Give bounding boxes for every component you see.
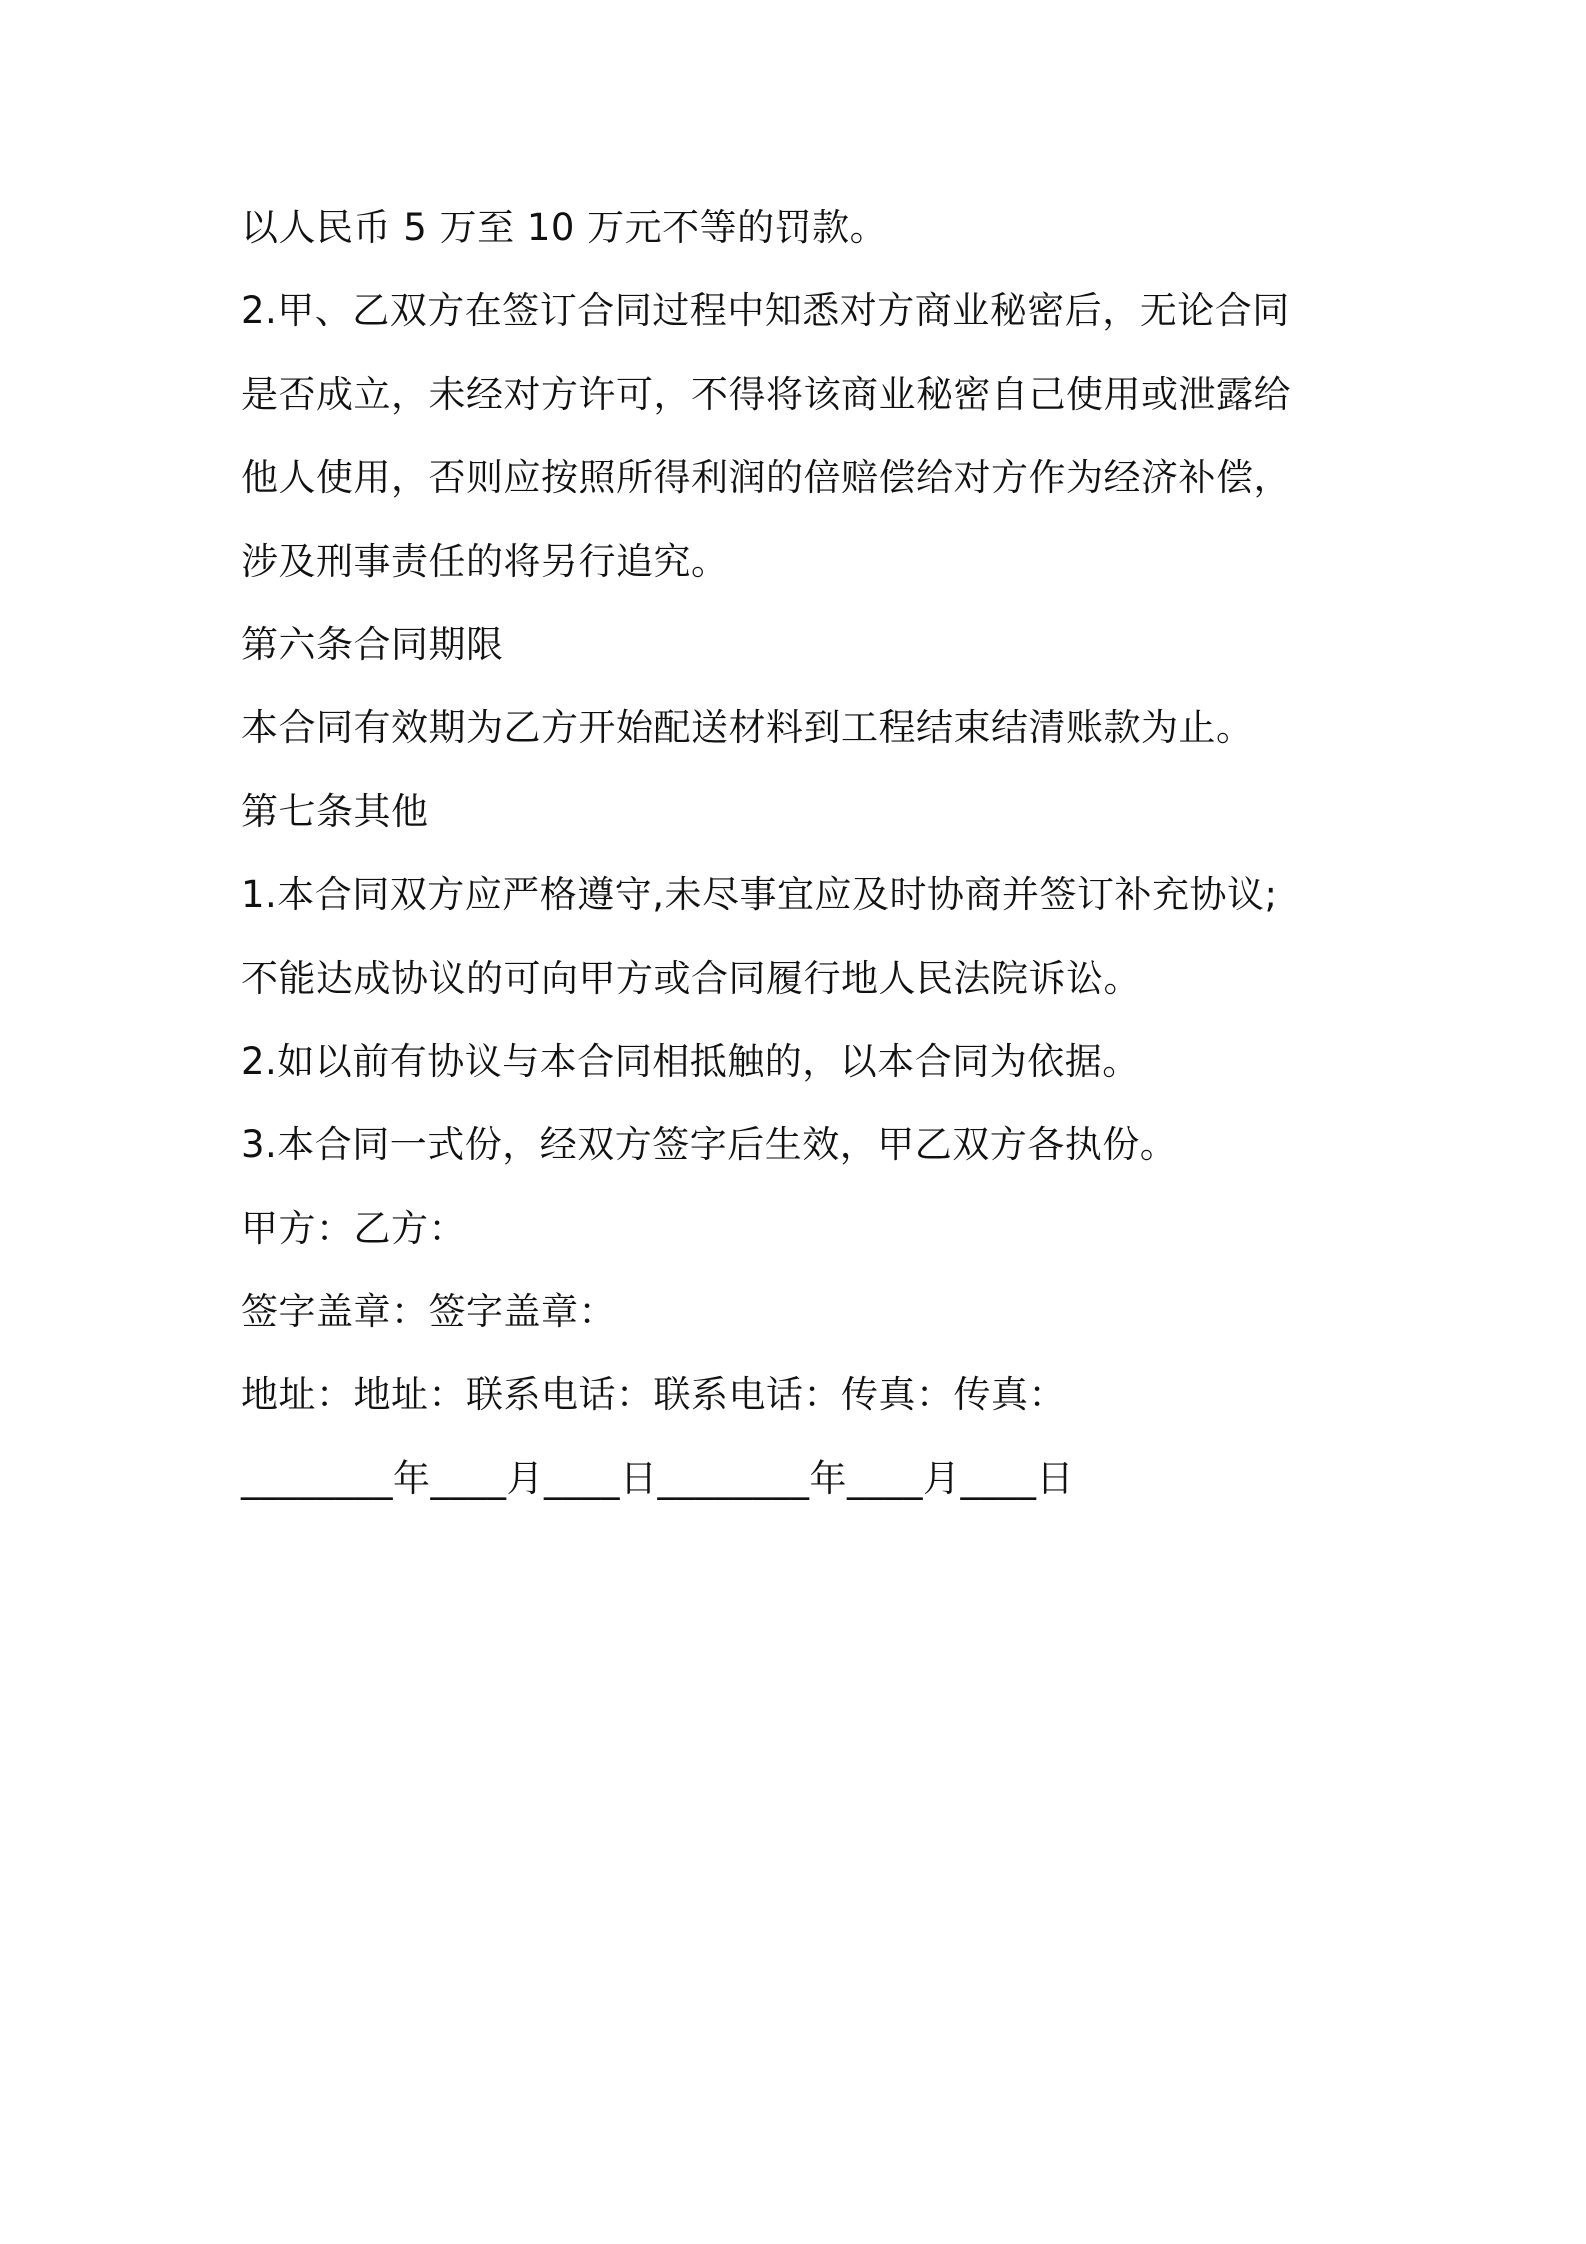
other-clause-1-line-1: 1.本合同双方应严格遵守,未尽事宜应及时协商并签订补充协议; bbox=[241, 873, 1278, 917]
other-clause-1-line-2: 不能达成协议的可向甲方或合同履行地人民法院诉讼。 bbox=[241, 956, 1141, 1000]
other-clause-3: 3.本合同一式份，经双方签字后生效，甲乙双方各执份。 bbox=[241, 1123, 1178, 1167]
confidentiality-clause-line-4: 涉及刑事责任的将另行追究。 bbox=[241, 539, 729, 583]
confidentiality-clause-line-2: 是否成立，未经对方许可，不得将该商业秘密自己使用或泄露给 bbox=[241, 372, 1291, 416]
document-body bbox=[241, 198, 1361, 1532]
contract-term-text: 本合同有效期为乙方开始配送材料到工程结束结清账款为止。 bbox=[241, 706, 1254, 750]
confidentiality-clause-line-3: 他人使用，否则应按照所得利润的倍赔偿给对方作为经济补偿， bbox=[241, 456, 1291, 500]
parties-line: 甲方：乙方： bbox=[241, 1206, 466, 1250]
contact-info-line: 地址：地址：联系电话：联系电话：传真：传真： bbox=[241, 1373, 1066, 1417]
confidentiality-clause-line-1: 2.甲、乙双方在签订合同过程中知悉对方商业秘密后，无论合同 bbox=[241, 289, 1290, 333]
date-blanks-line: ________年____月____日________年____月____日 bbox=[241, 1456, 1074, 1500]
penalty-clause-end: 以人民币 5 万至 10 万元不等的罚款。 bbox=[241, 206, 888, 249]
article-6-heading: 第六条合同期限 bbox=[241, 622, 504, 666]
other-clause-2: 2.如以前有协议与本合同相抵触的，以本合同为依据。 bbox=[241, 1039, 1140, 1083]
article-7-heading: 第七条其他 bbox=[241, 789, 429, 833]
signature-seal-line: 签字盖章：签字盖章： bbox=[241, 1290, 616, 1334]
